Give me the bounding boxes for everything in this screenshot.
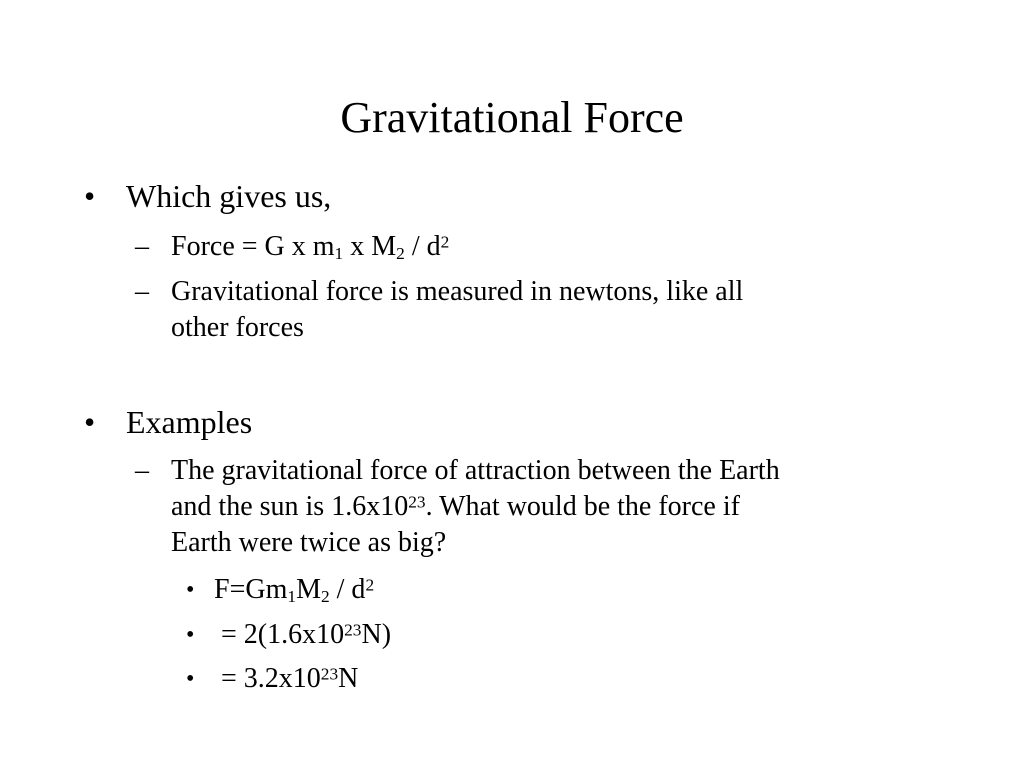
sub-bullet-line: The gravitational force of attraction between the Earth [171,455,780,486]
sub-bullet-line: Earth were twice as big? [171,527,447,558]
subscript: 2 [320,586,330,606]
formula-part: = 3.2x10 [214,663,321,694]
bullet-text: Which gives us, [126,178,332,214]
superscript: 2 [440,232,450,252]
text-part: . What would be the force if [425,491,740,522]
text-part: and the sun is 1.6x10 [171,491,409,522]
superscript: 23 [408,492,426,512]
formula [214,661,358,697]
subscript: 1 [287,586,297,606]
sub-bullet-line: Gravitational force is measured in newtons, like all [171,276,744,307]
dash-icon: – [135,231,149,262]
formula-part: N) [361,619,392,650]
formula-part: Force = G x m [171,231,335,262]
bullet-icon: • [84,404,96,440]
dash-icon: – [135,455,149,486]
subscript: 1 [334,243,344,263]
dash-icon: – [135,276,149,307]
subscript: 2 [396,243,405,263]
sub-bullet-line: other forces [171,312,304,343]
formula-part: / d [329,574,366,605]
bullet-icon: • [186,666,195,692]
bullet-text: Examples [126,404,253,440]
formula-part: / d [404,231,441,262]
formula-part: M [296,574,321,605]
sub-bullet-line [171,489,740,525]
formula-part: F=Gm [214,574,288,605]
bullet-icon: • [186,577,195,603]
formula [214,617,391,653]
superscript: 23 [320,664,339,684]
slide-title: Gravitational Force [340,93,684,142]
bullet-icon: • [84,178,96,214]
bullet-icon: • [186,622,195,648]
force-formula [171,229,449,265]
superscript: 2 [365,575,375,595]
formula-part: N [338,663,359,694]
formula-part: x M [343,231,397,262]
formula [214,572,374,608]
superscript: 23 [344,620,362,640]
formula-part: = 2(1.6x10 [214,619,345,650]
